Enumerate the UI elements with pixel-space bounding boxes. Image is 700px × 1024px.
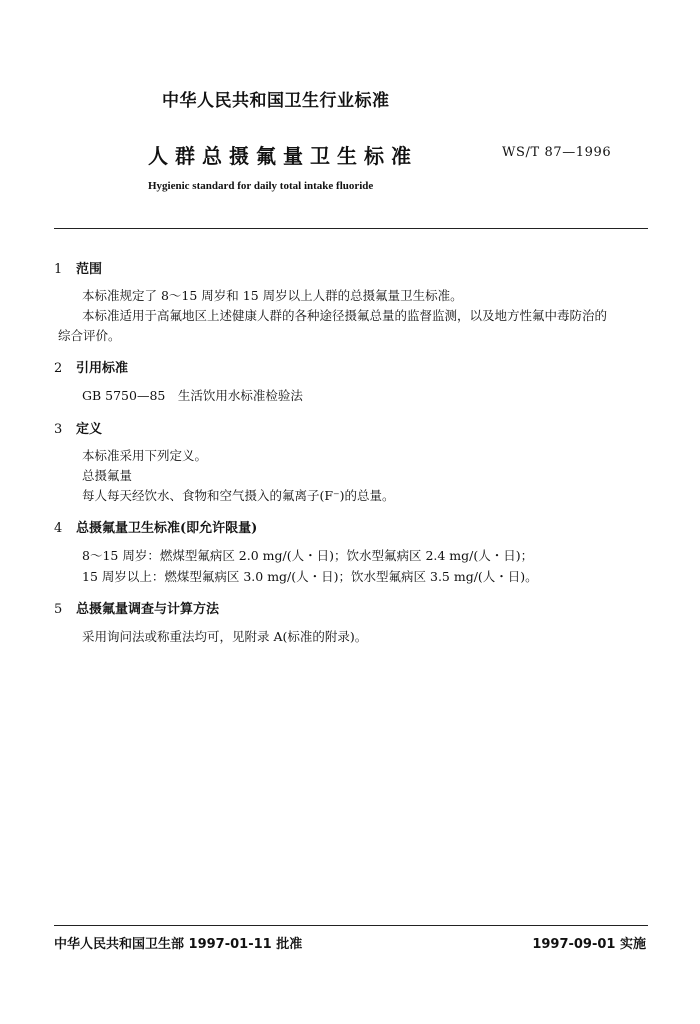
- footer-divider: [54, 925, 648, 926]
- section-number: 3: [54, 422, 63, 437]
- header-divider: [54, 228, 648, 229]
- effective-date: 1997-09-01 实施: [532, 937, 646, 952]
- section-number: 5: [54, 602, 63, 617]
- section-title: 总摄氟量调查与计算方法: [76, 602, 220, 617]
- section-title: 总摄氟量卫生标准(即允许限量): [76, 521, 258, 536]
- limit-line: 8～15 周岁：燃煤型氟病区 2.0 mg/(人・日)；饮水型氟病区 2.4 mg/(人・日)；: [82, 548, 534, 563]
- section-number: 4: [54, 521, 63, 536]
- issuing-authority-heading: 中华人民共和国卫生行业标准: [162, 91, 390, 111]
- section-number: 1: [54, 262, 63, 277]
- paragraph: 采用询问法或称重法均可，见附录 A(标准的附录)。: [82, 629, 368, 644]
- section-title: 范围: [76, 262, 103, 277]
- section-heading-methods: [54, 598, 219, 617]
- section-heading-references: [54, 357, 128, 376]
- paragraph: 本标准采用下列定义。: [82, 448, 208, 463]
- paragraph-continuation: 综合评价。: [58, 328, 121, 343]
- english-title: Hygienic standard for daily total intake fluoride: [148, 180, 374, 192]
- section-number: 2: [54, 361, 63, 376]
- section-heading-limits: [54, 517, 257, 536]
- section-title: 引用标准: [76, 361, 129, 376]
- definition-text: 每人每天经饮水、食物和空气摄入的氟离子(F⁻)的总量。: [82, 488, 395, 503]
- paragraph: 本标准规定了 8～15 周岁和 15 周岁以上人群的总摄氟量卫生标准。: [82, 288, 463, 303]
- definition-term: 总摄氟量: [82, 468, 133, 483]
- section-title: 定义: [76, 422, 103, 437]
- approval-info: 中华人民共和国卫生部 1997-01-11 批准: [54, 937, 303, 952]
- standard-title: 人群总摄氟量卫生标准: [148, 144, 418, 168]
- paragraph: 本标准适用于高氟地区上述健康人群的各种途径摄氟总量的监督监测，以及地方性氟中毒防治的: [82, 308, 608, 323]
- section-heading-definitions: [54, 418, 102, 437]
- section-heading-scope: [54, 258, 102, 277]
- limit-line: 15 周岁以上：燃煤型氟病区 3.0 mg/(人・日)；饮水型氟病区 3.5 mg/(人・日)。: [82, 569, 538, 584]
- reference-entry: GB 5750—85 生活饮用水标准检验法: [82, 388, 303, 403]
- standard-code: WS/T 87—1996: [502, 145, 612, 160]
